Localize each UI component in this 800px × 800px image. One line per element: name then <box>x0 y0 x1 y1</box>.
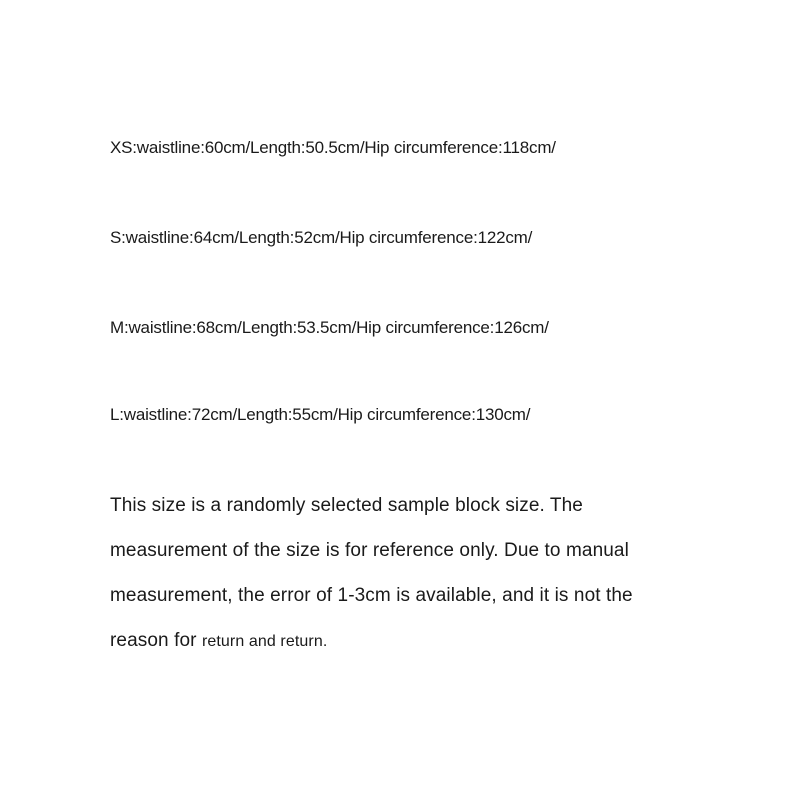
size-row-xs: XS:waistline:60cm/Length:50.5cm/Hip circumference:118cm/ <box>110 138 556 157</box>
disclaimer-line-4-start: reason for <box>110 630 202 651</box>
disclaimer-line-2: measurement of the size is for reference only. Due to manual <box>110 540 629 561</box>
size-row-l: L:waistline:72cm/Length:55cm/Hip circumference:130cm/ <box>110 405 531 424</box>
disclaimer-line-4 <box>110 629 750 674</box>
measurement-disclaimer <box>110 494 750 674</box>
size-row-s: S:waistline:64cm/Length:52cm/Hip circumference:122cm/ <box>110 228 533 247</box>
disclaimer-line-4-end: return and return. <box>201 633 328 650</box>
size-row-m: M:waistline:68cm/Length:53.5cm/Hip circumference:126cm/ <box>110 318 549 337</box>
disclaimer-line-1: This size is a randomly selected sample block size. The <box>110 495 583 516</box>
disclaimer-line-3: measurement, the error of 1-3cm is available, and it is not the <box>110 585 633 606</box>
